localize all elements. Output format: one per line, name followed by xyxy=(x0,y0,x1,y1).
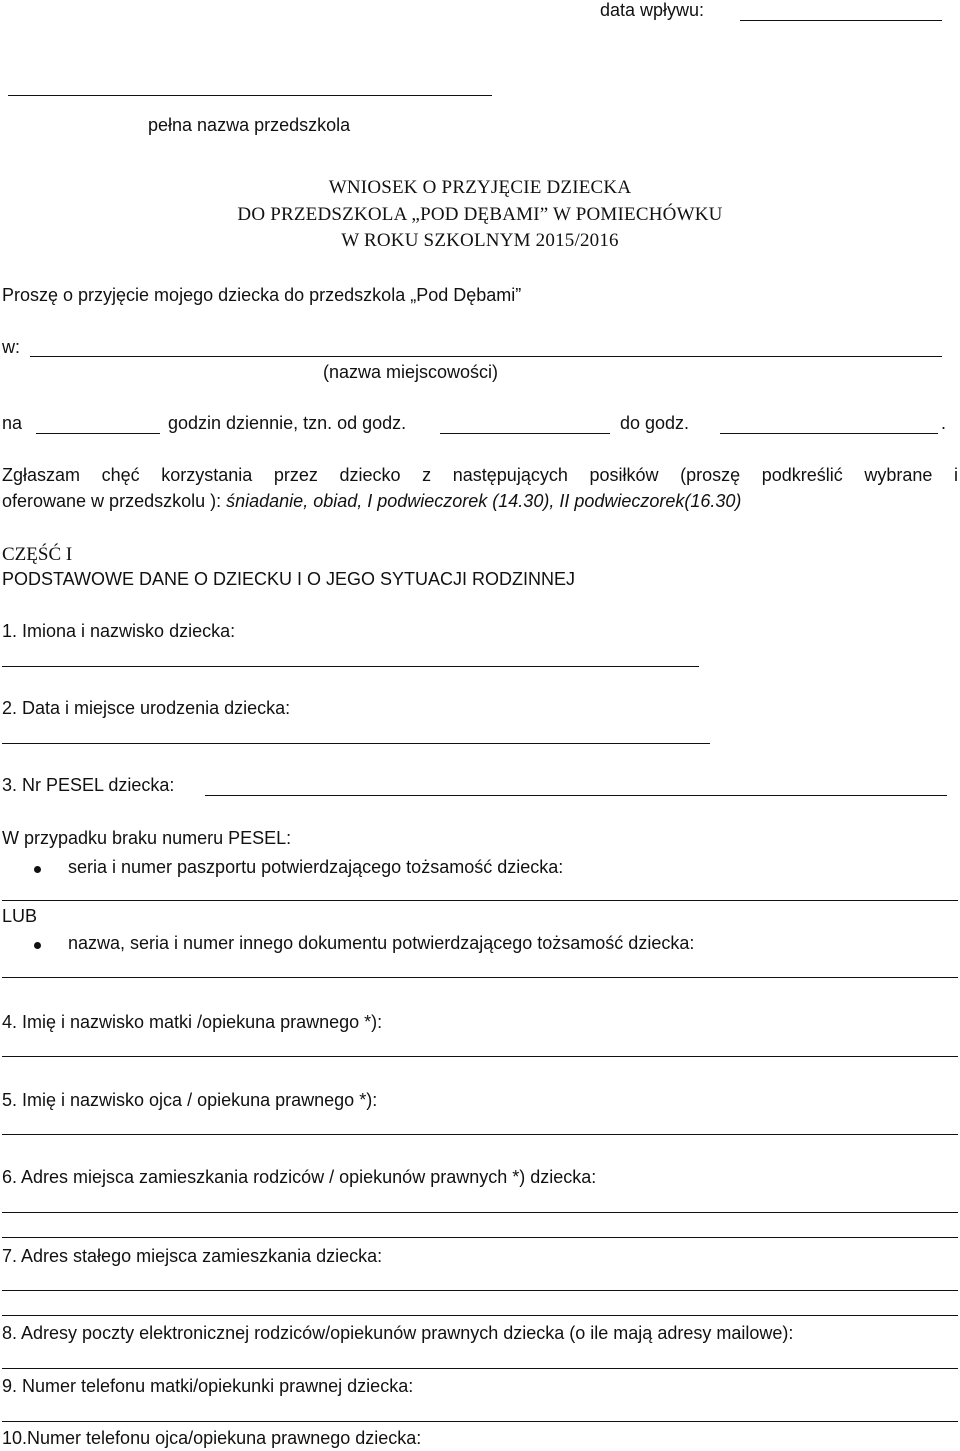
kindergarten-name-caption: pełna nazwa przedszkola xyxy=(148,115,351,135)
no-pesel-label: W przypadku braku numeru PESEL: xyxy=(2,828,292,848)
hours-from-field[interactable] xyxy=(440,433,610,434)
form-title-line3: W ROKU SZKOLNYM 2015/2016 xyxy=(341,230,619,251)
father-name-field[interactable] xyxy=(2,1134,958,1135)
form-title-line2: DO PRZEDSZKOLA „POD DĘBAMI” W POMIECHÓWKU xyxy=(237,204,723,225)
hours-to-label: do godz. xyxy=(620,413,690,433)
child-address-field-2[interactable] xyxy=(2,1315,958,1316)
bullet-icon xyxy=(34,866,41,873)
section-heading: CZĘŚĆ I xyxy=(2,544,73,565)
place-caption: (nazwa miejscowości) xyxy=(323,362,499,382)
parents-address-label: 6. Adres miejsca zamieszkania rodziców / opiekunów prawnych *) dziecka: xyxy=(2,1167,597,1187)
meals-statement-line2 xyxy=(2,491,741,512)
father-phone-label: 10.Numer telefonu ojca/opiekuna prawnego dziecka: xyxy=(2,1428,422,1448)
child-name-field[interactable] xyxy=(2,666,699,667)
mother-name-field[interactable] xyxy=(2,1056,958,1057)
father-name-label: 5. Imię i nazwisko ojca / opiekuna prawnego *): xyxy=(2,1090,378,1110)
date-received-field[interactable] xyxy=(740,20,942,21)
kindergarten-name-field[interactable] xyxy=(8,95,492,96)
birth-date-place-label: 2. Data i miejsce urodzenia dziecka: xyxy=(2,698,291,718)
hours-end-dot: . xyxy=(941,413,947,433)
mother-phone-field[interactable] xyxy=(2,1421,958,1422)
place-label: w: xyxy=(2,337,20,357)
meals-statement-line1: Zgłaszam chęć korzystania przez dziecko z następujących posiłków (proszę podkreślić wybrane i xyxy=(2,465,958,485)
hours-to-field[interactable] xyxy=(720,433,938,434)
parents-address-field-1[interactable] xyxy=(2,1212,958,1213)
form-title-line1: WNIOSEK O PRZYJĘCIE DZIECKA xyxy=(328,177,632,198)
email-label: 8. Adresy poczty elektronicznej rodziców/opiekunów prawnych dziecka (o ile mają adresy mailowe): xyxy=(2,1323,794,1343)
mother-name-label: 4. Imię i nazwisko matki /opiekuna prawnego *): xyxy=(2,1012,383,1032)
child-name-label: 1. Imiona i nazwisko dziecka: xyxy=(2,621,236,641)
parents-address-field-2[interactable] xyxy=(2,1237,958,1238)
place-field[interactable] xyxy=(30,356,942,357)
mother-phone-label: 9. Numer telefonu matki/opiekunki prawnej dziecka: xyxy=(2,1376,414,1396)
meals-options[interactable]: śniadanie, obiad, I podwieczorek (14.30), II podwieczorek(16.30) xyxy=(226,491,742,511)
other-document-label: nazwa, seria i numer innego dokumentu potwierdzającego tożsamość dziecka: xyxy=(68,933,695,953)
pesel-label: 3. Nr PESEL dziecka: xyxy=(2,775,175,795)
hours-na-label: na xyxy=(2,413,23,433)
child-address-label: 7. Adres stałego miejsca zamieszkania dziecka: xyxy=(2,1246,383,1266)
section-subheading: PODSTAWOWE DANE O DZIECKU I O JEGO SYTUACJI RODZINNEJ xyxy=(2,569,576,589)
request-text: Proszę o przyjęcie mojego dziecka do przedszkola „Pod Dębami” xyxy=(2,285,522,305)
other-document-field[interactable] xyxy=(2,977,958,978)
date-received-label: data wpływu: xyxy=(600,0,705,20)
passport-label: seria i numer paszportu potwierdzającego tożsamość dziecka: xyxy=(68,857,564,877)
bullet-icon xyxy=(34,942,41,949)
birth-date-place-field[interactable] xyxy=(2,743,710,744)
hours-count-field[interactable] xyxy=(36,433,160,434)
or-label: LUB xyxy=(2,906,38,926)
hours-text: godzin dziennie, tzn. od godz. xyxy=(168,413,407,433)
email-field[interactable] xyxy=(2,1368,958,1369)
pesel-field[interactable] xyxy=(205,795,947,796)
passport-field[interactable] xyxy=(2,900,958,901)
child-address-field-1[interactable] xyxy=(2,1290,958,1291)
meals-prefix: oferowane w przedszkolu ): xyxy=(2,491,222,511)
